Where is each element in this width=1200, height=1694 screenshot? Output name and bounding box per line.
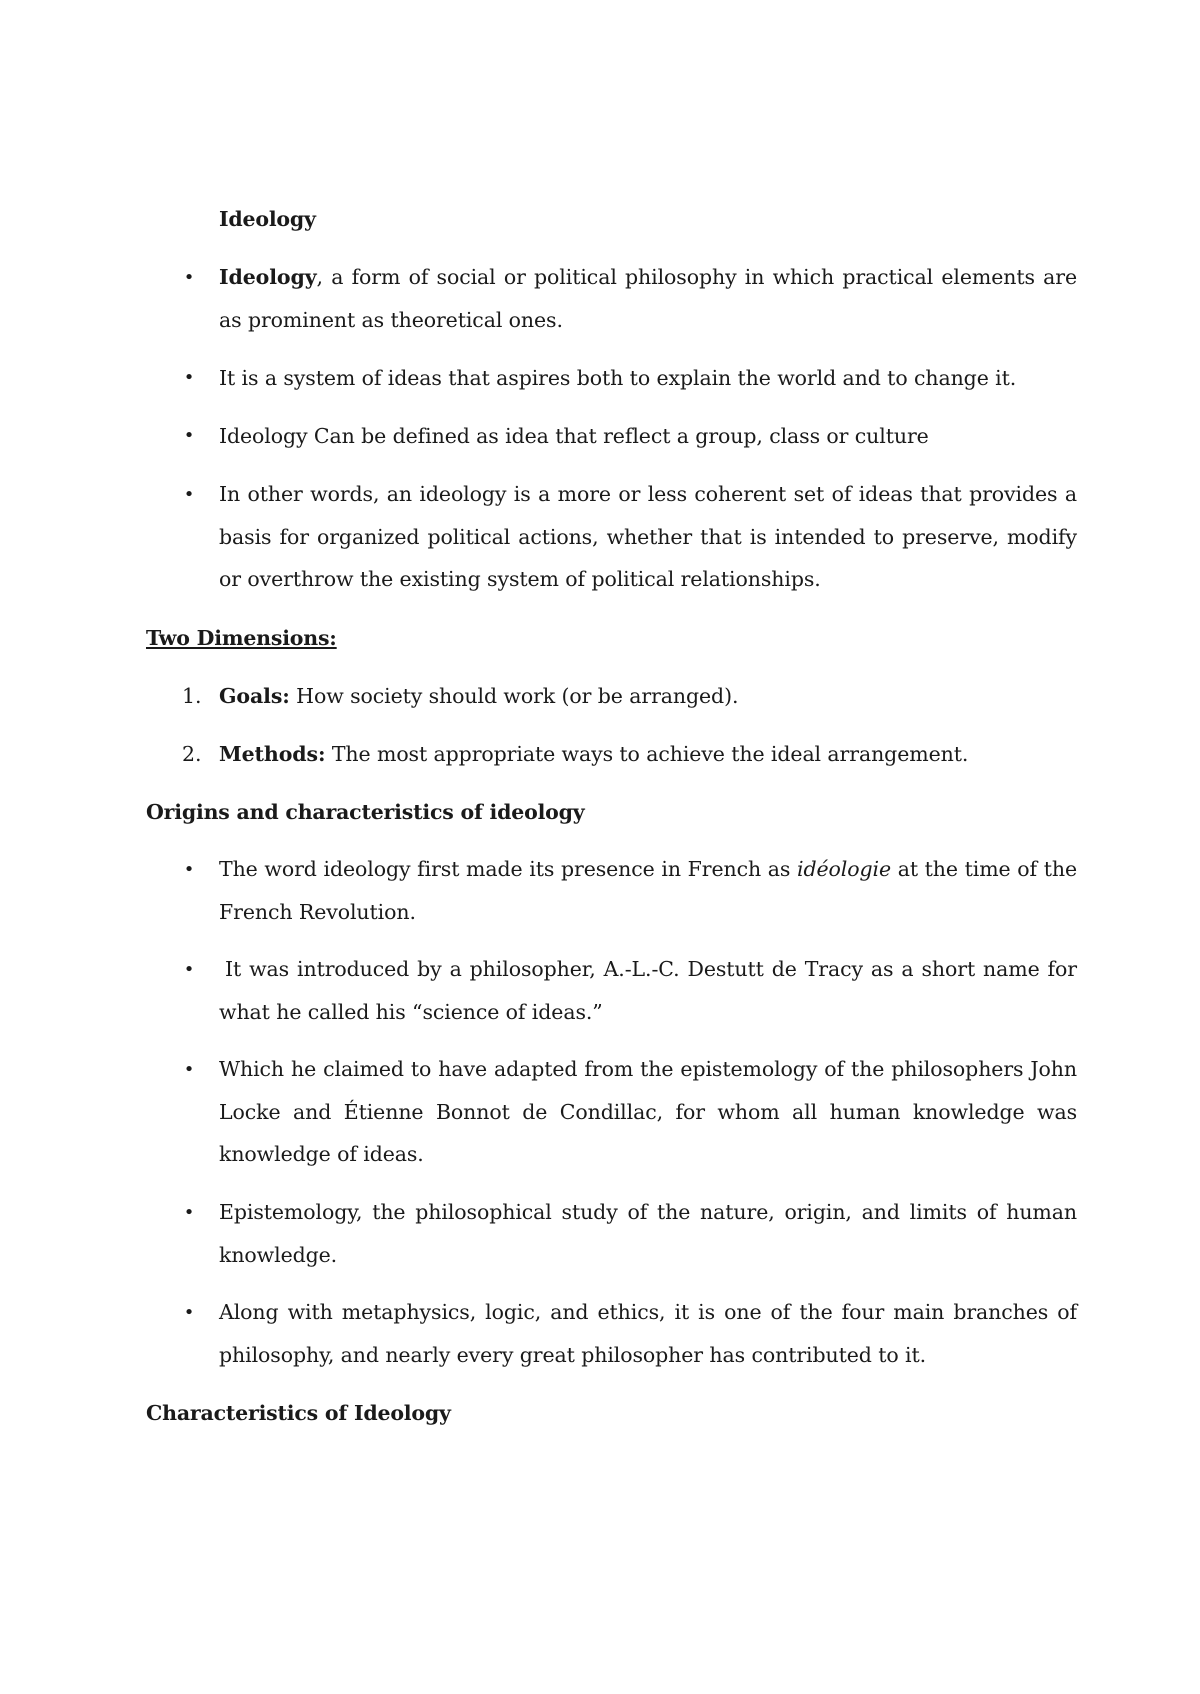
document-title: Ideology [219,207,316,231]
list-number: 1. [182,684,202,708]
origins-bullet-1-before: The word ideology first made its presence in French as [219,857,798,881]
bullet-marker: • [183,859,195,880]
origins-bullet-1-italic: idéologie [797,857,891,881]
origins-bullet-3: Which he claimed to have adapted from the epistemology of the philosophers John Locke and Étienne Bonnot de Condillac, for whom all human knowledge was knowledge of ideas. [219,1057,1077,1166]
bullet-marker: • [183,1059,195,1080]
bullet-marker: • [183,367,195,388]
intro-bullet-3: Ideology Can be defined as idea that reflect a group, class or culture [219,424,929,448]
list-number: 2. [182,742,202,766]
bullet-marker: • [183,484,195,505]
intro-bullet-2: It is a system of ideas that aspires both to explain the world and to change it. [219,366,1017,390]
origins-heading: Origins and characteristics of ideology [146,800,585,824]
dimension-goals [219,683,738,709]
intro-bullet-1-term: Ideology [219,265,317,289]
bullet-marker: • [183,1302,195,1323]
intro-bullet-1 [219,256,1077,341]
origins-bullet-4: Epistemology, the philosophical study of the nature, origin, and limits of human knowledge. [219,1200,1077,1267]
intro-bullet-1-text: , a form of social or political philosophy in which practical elements are as prominent as theoretical ones. [219,265,1077,332]
bullet-marker: • [183,425,195,446]
dimension-methods-text: The most appropriate ways to achieve the ideal arrangement. [325,742,969,766]
origins-bullet-1-after: at the time of the French Revolution. [219,857,1077,924]
dimension-methods [219,741,968,767]
origins-bullet-2: It was introduced by a philosopher, A.-L.-C. Destutt de Tracy as a short name for what he called his “science of ideas.” [219,957,1077,1024]
dimension-goals-term: Goals: [219,684,290,708]
bullet-marker: • [183,267,195,288]
dimension-goals-text: How society should work (or be arranged). [289,684,739,708]
bullet-marker: • [183,959,195,980]
origins-bullet-1 [219,848,1077,933]
dimensions-heading: Two Dimensions: [146,626,337,650]
characteristics-heading: Characteristics of Ideology [146,1401,451,1425]
intro-bullet-4: In other words, an ideology is a more or less coherent set of ideas that provides a basis for organized political actions, whether that is intended to preserve, modify or overthrow the existing system of political relationships. [219,482,1077,591]
dimension-methods-term: Methods: [219,742,326,766]
origins-bullet-5: Along with metaphysics, logic, and ethics, it is one of the four main branches of philosophy, and nearly every great philosopher has contributed to it. [219,1300,1077,1367]
bullet-marker: • [183,1202,195,1223]
